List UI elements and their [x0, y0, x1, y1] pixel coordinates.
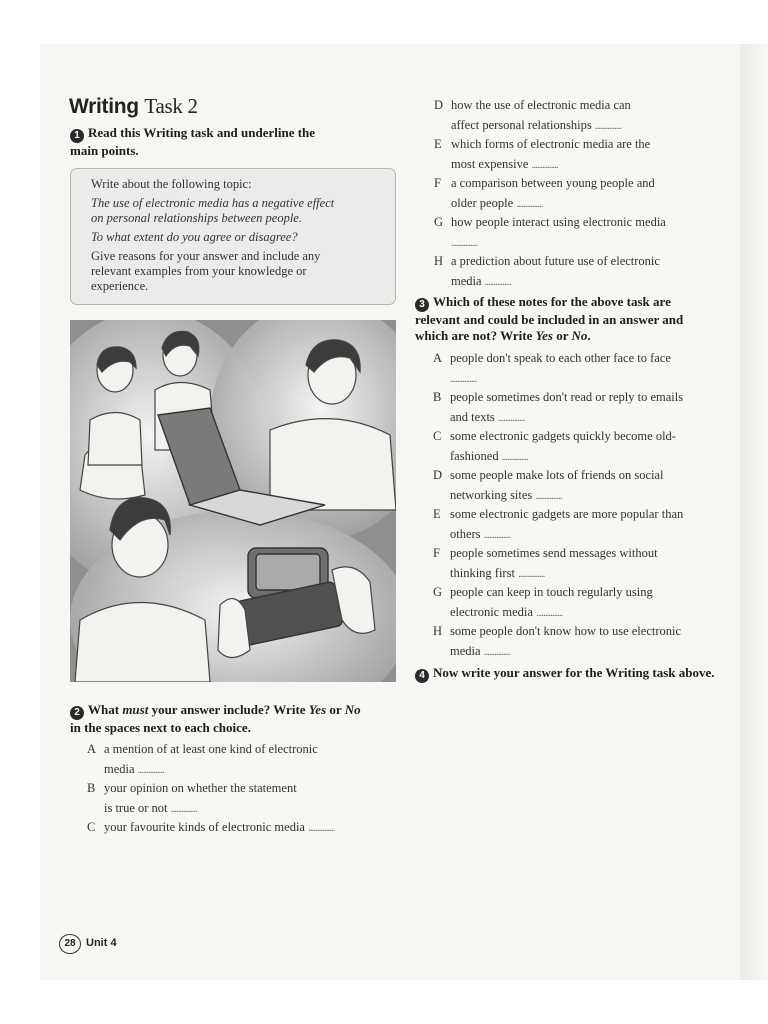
step-number-badge: 1	[70, 129, 84, 143]
page-footer	[59, 934, 117, 954]
task-statement: The use of electronic media has a negative effect on personal relationships between people.	[91, 196, 335, 225]
answer-blank[interactable]: ...............	[450, 372, 477, 385]
page-title: Writing Task 2	[69, 94, 198, 118]
answer-blank[interactable]: ...............	[518, 567, 545, 580]
page-number: 28	[59, 934, 81, 954]
step-number-badge: 2	[70, 706, 84, 720]
step-3-instruction: 3 Which of these notes for the above task are relevant and could be included in an answer and which are not? Write Yes or No.	[415, 294, 684, 343]
answer-blank[interactable]: ...............	[483, 528, 510, 541]
answer-blank[interactable]: ...............	[516, 197, 543, 210]
writing-task-box	[70, 168, 396, 305]
answer-blank[interactable]: ...............	[484, 275, 511, 288]
step-number-badge: 4	[415, 669, 429, 683]
electronic-media-illustration	[70, 320, 396, 682]
unit-label: Unit 4	[86, 937, 117, 949]
step-2-instruction: 2 What must your answer include? Write Yes or No in the spaces next to each choice.	[70, 702, 361, 735]
answer-blank[interactable]: ...............	[137, 763, 164, 776]
answer-blank[interactable]: ...............	[536, 606, 563, 619]
step-number-badge: 3	[415, 298, 429, 312]
answer-blank[interactable]: ...............	[531, 158, 558, 171]
answer-blank[interactable]: ...............	[535, 489, 562, 502]
task-question: To what extent do you agree or disagree?	[91, 230, 298, 244]
task-instruction: Give reasons for your answer and include any relevant examples from your knowledge or experience.	[91, 249, 321, 293]
answer-blank[interactable]: ...............	[497, 411, 525, 424]
step-4-instruction: 4 Now write your answer for the Writing task above.	[415, 665, 745, 683]
answer-blank[interactable]: ...............	[451, 236, 478, 249]
task-intro: Write about the following topic:	[91, 177, 252, 191]
answer-blank[interactable]: ...............	[594, 119, 622, 132]
answer-blank[interactable]: ...............	[308, 822, 335, 834]
answer-blank[interactable]: ...............	[170, 802, 197, 815]
step-1-instruction: 1 Read this Writing task and underline the main points.	[70, 125, 316, 158]
answer-blank[interactable]: ...............	[483, 645, 510, 658]
answer-blank[interactable]: ...............	[501, 450, 528, 463]
